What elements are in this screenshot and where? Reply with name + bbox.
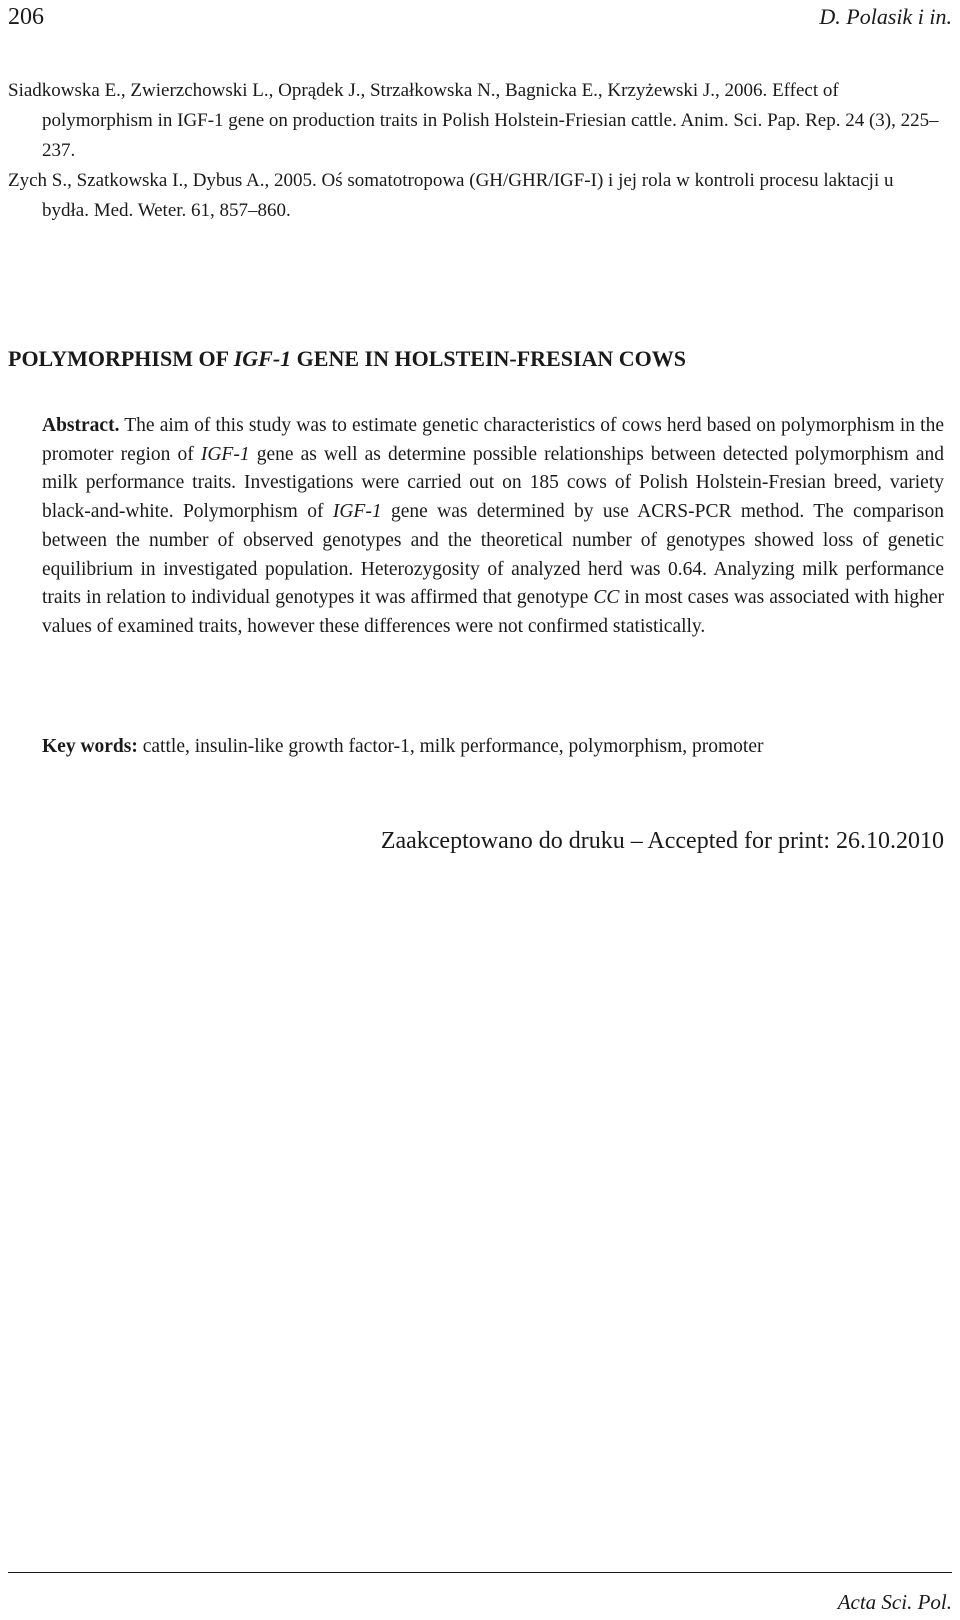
footer-rule — [8, 1572, 952, 1573]
article-title — [8, 344, 940, 374]
abstract-text: in most cases was associated with higher values of examined traits, however these differences were not confirmed statistically. — [42, 587, 944, 637]
genotype-name: CC — [593, 587, 620, 609]
abstract-text: The aim of this study was to estimate genetic characteristics of cows herd based on polymorphism in the promoter region of — [42, 415, 944, 465]
gene-name: IGF-1 — [332, 501, 382, 523]
keywords — [42, 733, 944, 761]
journal-name: Acta Sci. Pol. — [837, 1590, 952, 1614]
keywords-text: cattle, insulin-like growth factor-1, milk performance, polymorphism, promoter — [137, 736, 764, 757]
gene-name: IGF-1 — [200, 443, 250, 465]
reference-text: Oś somatotropowa (GH/GHR/IGF-I) i jej rola w kontroli procesu laktacji u bydła. Med. Weter. 61, 857–860. — [42, 170, 894, 221]
abstract-text: gene as well as determine possible relationships between detected polymorphism and milk performance traits. Investigations were carried out on 185 cows of Polish Holstein-Fresian breed, variety black-and-white. Polymorphism of — [42, 443, 944, 523]
keywords-label: Key words: — [42, 736, 138, 757]
title-part: GENE IN HOLSTEIN-FRESIAN COWS — [291, 346, 687, 371]
abstract-text: gene was determined by use ACRS-PCR method. The comparison between the number of observed genotypes and the theoretical number of genotypes showed loss of genetic equilibrium in investigated population. Heterozygosity of analyzed herd was 0.64. Analyzing milk performance traits in relation to individual genotypes it was affirmed that genotype — [42, 501, 944, 609]
reference-list — [8, 76, 940, 226]
page-number: 206 — [8, 4, 44, 30]
reference-text: Effect of polymorphism in IGF-1 gene on production traits in Polish Holstein-Friesian cattle. Anim. Sci. Pap. Rep. 24 (3), 225–237. — [42, 80, 939, 161]
abstract — [42, 412, 944, 642]
reference-item — [8, 76, 940, 166]
accepted-date: Zaakceptowano do druku – Accepted for print: 26.10.2010 — [380, 828, 944, 854]
running-head: D. Polasik i in. — [819, 4, 952, 29]
reference-authors: Siadkowska E., Zwierzchowski L., Oprądek J., Strzałkowska N., Bagnicka E., Krzyżewski J., 2006. — [8, 80, 768, 101]
reference-authors: Zych S., Szatkowska I., Dybus A., 2005. — [8, 170, 317, 191]
title-gene: IGF-1 — [233, 346, 292, 371]
reference-item — [8, 166, 940, 226]
title-part: POLYMORPHISM OF — [8, 346, 234, 371]
abstract-label: Abstract. — [42, 415, 120, 436]
